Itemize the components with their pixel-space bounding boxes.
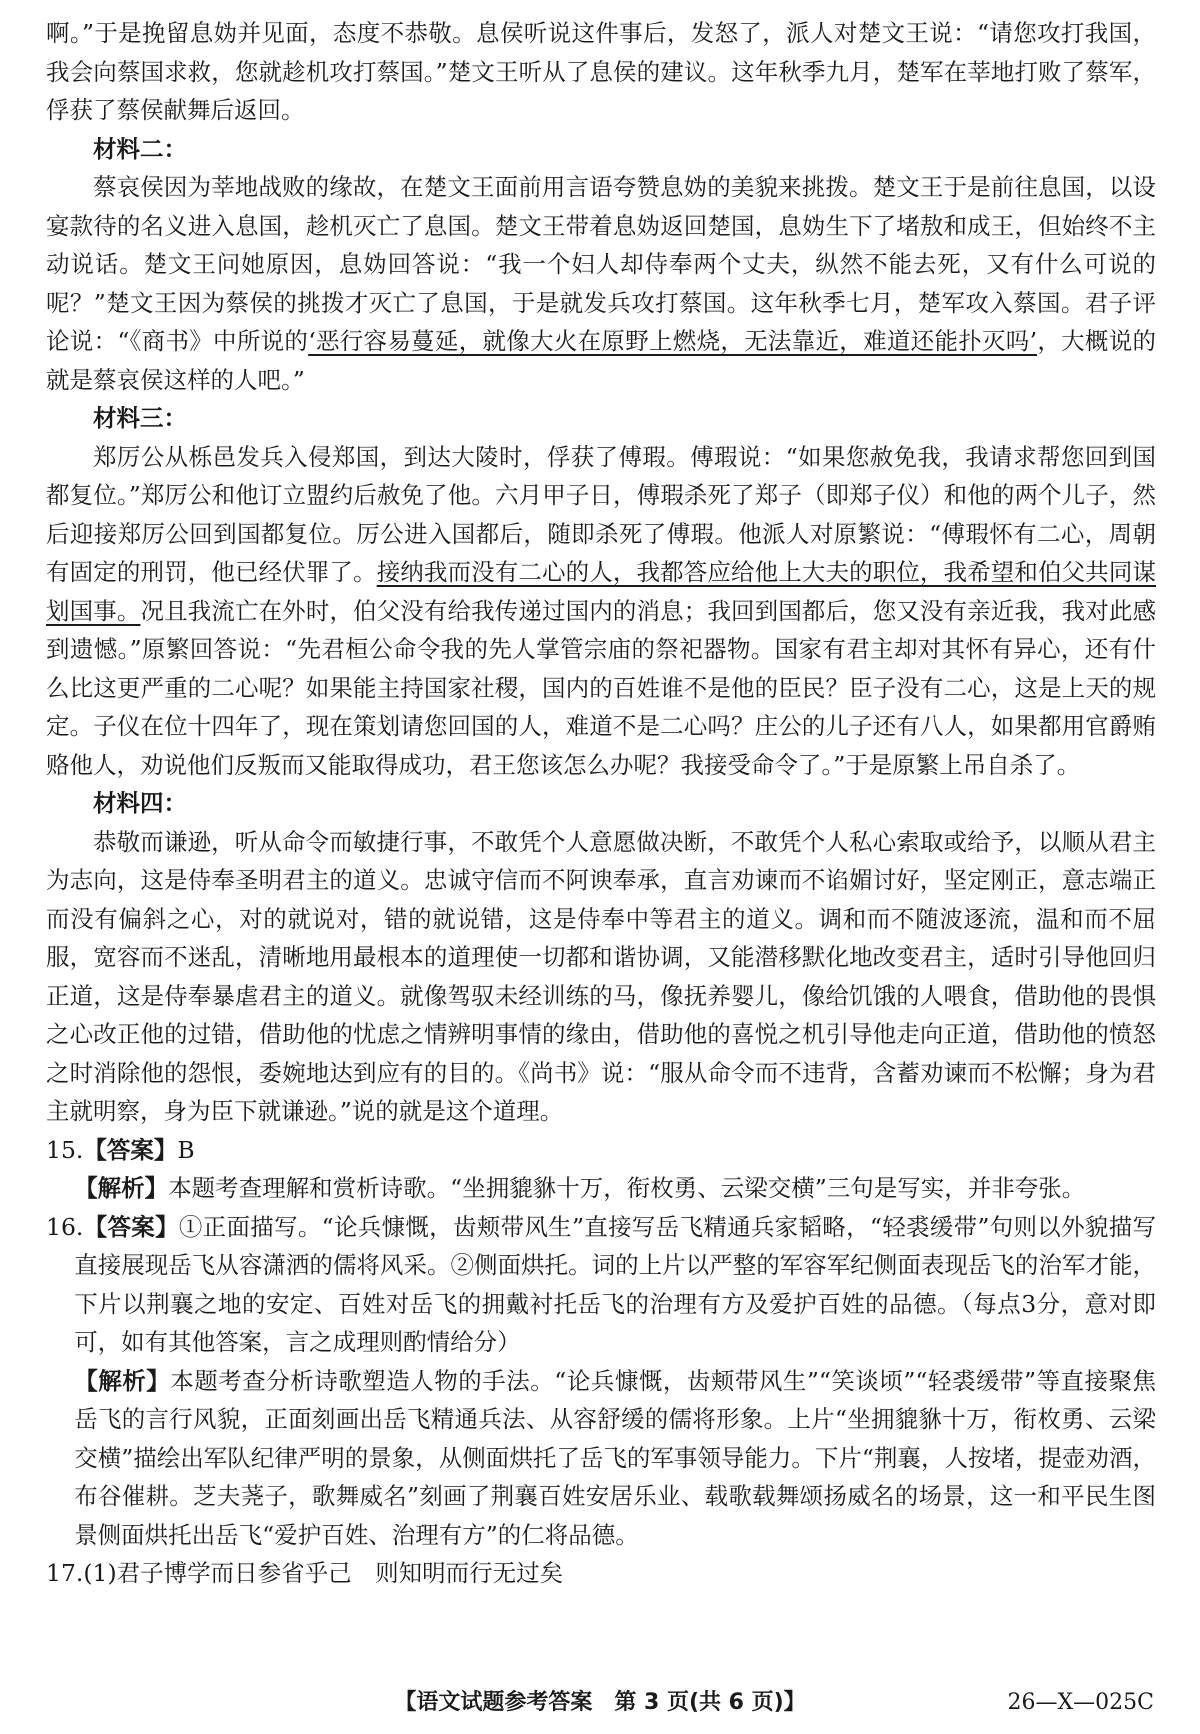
question-15-number: 15.	[46, 1135, 84, 1164]
material-four-heading: 材料四：	[93, 789, 187, 817]
question-17-text: (1)君子博学而日参省乎己 则知明而行无过矣	[83, 1559, 564, 1587]
footer-title: 【语文试题参考答案 第 3 页(共 6 页)】	[394, 1690, 806, 1715]
question-15-answer	[46, 1131, 1156, 1170]
material-two-text-a: 蔡哀侯因为莘地战败的缘故，在楚文王面前用言语夸赞息妫的美貌来挑拨。楚文王于是前往息国，以设宴款待的名义进入息国，趁机灭亡了息国。楚文王带着息妫返回楚国，息妫生下了堵敖和成王，但始终不主动说话。楚文王问她原因，息妫回答说：“我一个妇人却侍奉两个丈夫，纵然不能去死，又有什么可说的呢？”楚文王因为蔡侯的挑拨才灭亡了息国，于是就发兵攻打蔡国。这年秋季七月，楚军攻入蔡国。君子评论说：“《商书》中所说的	[46, 173, 1156, 355]
material-one-ending: 啊。”于是挽留息妫并见面，态度不恭敬。息侯听说这件事后，发怒了，派人对楚文王说：“请您攻打我国，我会向蔡国求救，您就趁机攻打蔡国。”楚文王听从了息侯的建议。这年秋季九月，楚军在莘地打败了蔡军，俘获了蔡侯献舞后返回。	[46, 19, 1156, 124]
question-16-answer-label: 【答案】	[83, 1212, 179, 1241]
material-three-text-a: 郑厉公从栎邑发兵入侵郑国，到达大陵时，俘获了傅瑕。傅瑕说：“如果您赦免我，我请求帮您回到国都复位。”郑厉公和他订立盟约后赦免了他。六月甲子日，傅瑕杀死了郑子（即郑子仪）和他的两个儿子，然后迎接郑厉公回到国都复位。厉公进入国都后，随即杀死了傅瑕。他派人对原繁说：“傅瑕怀有二心，周朝有固定的刑罚，他已经伏罪了。	[46, 442, 1156, 586]
material-three-text-b: 况且我流亡在外时，伯父没有给我传递过国内的消息；我回到国都后，您又没有亲近我，我对此感到遗憾。”原繁回答说：“先君桓公命令我的先人掌管宗庙的祭祀器物。国家有君主却对其怀有异心，还有什么比这更严重的二心呢？如果能主持国家社稷，国内的百姓谁不是他的臣民？臣子没有二心，这是上天的规定。子仪在位十四年了，现在策划请您回国的人，难道不是二心吗？庄公的儿子还有八人，如果都用官爵贿赂他人，劝说他们反叛而又能取得成功，君王您该怎么办呢？我接受命令了。”于是原繁上吊自杀了。	[46, 596, 1157, 779]
material-four-paragraph: 恭敬而谦逊，听从命令而敏捷行事，不敢凭个人意愿做决断，不敢凭个人私心索取或给予，以顺从君主为志向，这是侍奉圣明君主的道义。忠诚守信而不阿谀奉承，直言劝谏而不谄媚讨好，坚定刚正，意志端正而没有偏斜之心，对的就说对，错的就说错，这是侍奉中等君主的道义。调和而不随波逐流，温和而不屈服，宽容而不迷乱，清晰地用最根本的道理使一切都和谐协调，又能潜移默化地改变君主，适时引导他回归正道，这是侍奉暴虐君主的道义。就像驾驭未经训练的马，像抚养婴儿，像给饥饿的人喂食，借助他的畏惧之心改正他的过错，借助他的忧虑之情辨明事情的缘由，借助他的喜悦之机引导他走向正道，借助他的愤怒之时消除他的怨恨，委婉地达到应有的目的。《尚书》说：“服从命令而不违背，含蓄劝谏而不松懈；身为君主就明察，身为臣下就谦逊。”说的就是这个道理。	[46, 827, 1156, 1125]
material-two-paragraph	[46, 168, 1156, 399]
question-15-answer-value: B	[177, 1135, 195, 1164]
question-15-answer-label: 【答案】	[83, 1135, 178, 1164]
question-16-explanation-text: 本题考查分析诗歌塑造人物的手法。“论兵慷慨，齿颊带风生”“笑谈顷”“轻裘缓带”等直接聚焦岳飞的言行风貌，正面刻画出岳飞精通兵法、从容舒缓的儒将形象。上片“坐拥貔貅十万，衔枚勇、云梁交横”描绘出军队纪律严明的景象，从侧面烘托了岳飞的军事领导能力。下片“荆襄，人按堵，提壶劝酒，布谷催耕。芝夫荛子，歌舞威名”刻画了荆襄百姓安居乐业、载歌载舞颂扬威名的场景，这一和平民生图景侧面烘托出岳飞“爱护百姓、治理有方”的仁将品德。	[74, 1366, 1157, 1549]
material-three-paragraph	[46, 438, 1156, 785]
material-two-underlined-quote: ‘恶行容易蔓延，就像大火在原野上燃烧，无法靠近，难道还能扑灭吗’	[308, 327, 1038, 355]
question-16-explanation-label: 【解析】	[74, 1366, 171, 1395]
question-17-answer	[46, 1554, 1156, 1593]
question-15-explanation	[46, 1169, 1156, 1208]
footer-code: 26—X—025C	[1007, 1690, 1154, 1715]
question-16-number: 16.	[46, 1212, 84, 1241]
material-three-underlined-sentence: 接纳我而没有二心的人，我都答应给他上大夫的职位，我希望和伯父共同谋划国事。	[46, 558, 1157, 625]
document-body	[46, 14, 1156, 1593]
material-three-heading: 材料三：	[93, 404, 187, 432]
question-16-answer-text: ①正面描写。“论兵慷慨，齿颊带风生”直接写岳飞精通兵家韬略，“轻裘缓带”句则以外貌描写直接展现岳飞从容潇洒的儒将风采。②侧面烘托。词的上片以严整的军容军纪侧面表现岳飞的治军才能，下片以荆襄之地的安定、百姓对岳飞的拥戴衬托岳飞的治理有方及爱护百姓的品德。（每点3分，意对即可，如有其他答案，言之成理则酌情给分）	[74, 1212, 1156, 1356]
material-two-text-b: ，大概说的就是蔡哀侯这样的人吧。”	[46, 327, 1156, 394]
question-17-number: 17.	[46, 1559, 84, 1587]
page-footer	[46, 1686, 1154, 1720]
question-16-answer	[46, 1208, 1156, 1362]
material-two-heading: 材料二：	[93, 134, 187, 163]
question-15-explanation-label: 【解析】	[74, 1174, 169, 1202]
question-15-explanation-text: 本题考查理解和赏析诗歌。“坐拥貔貅十万，衔枚勇、云梁交横”三句是写实，并非夸张。	[168, 1174, 1086, 1202]
question-16-explanation	[46, 1362, 1156, 1555]
